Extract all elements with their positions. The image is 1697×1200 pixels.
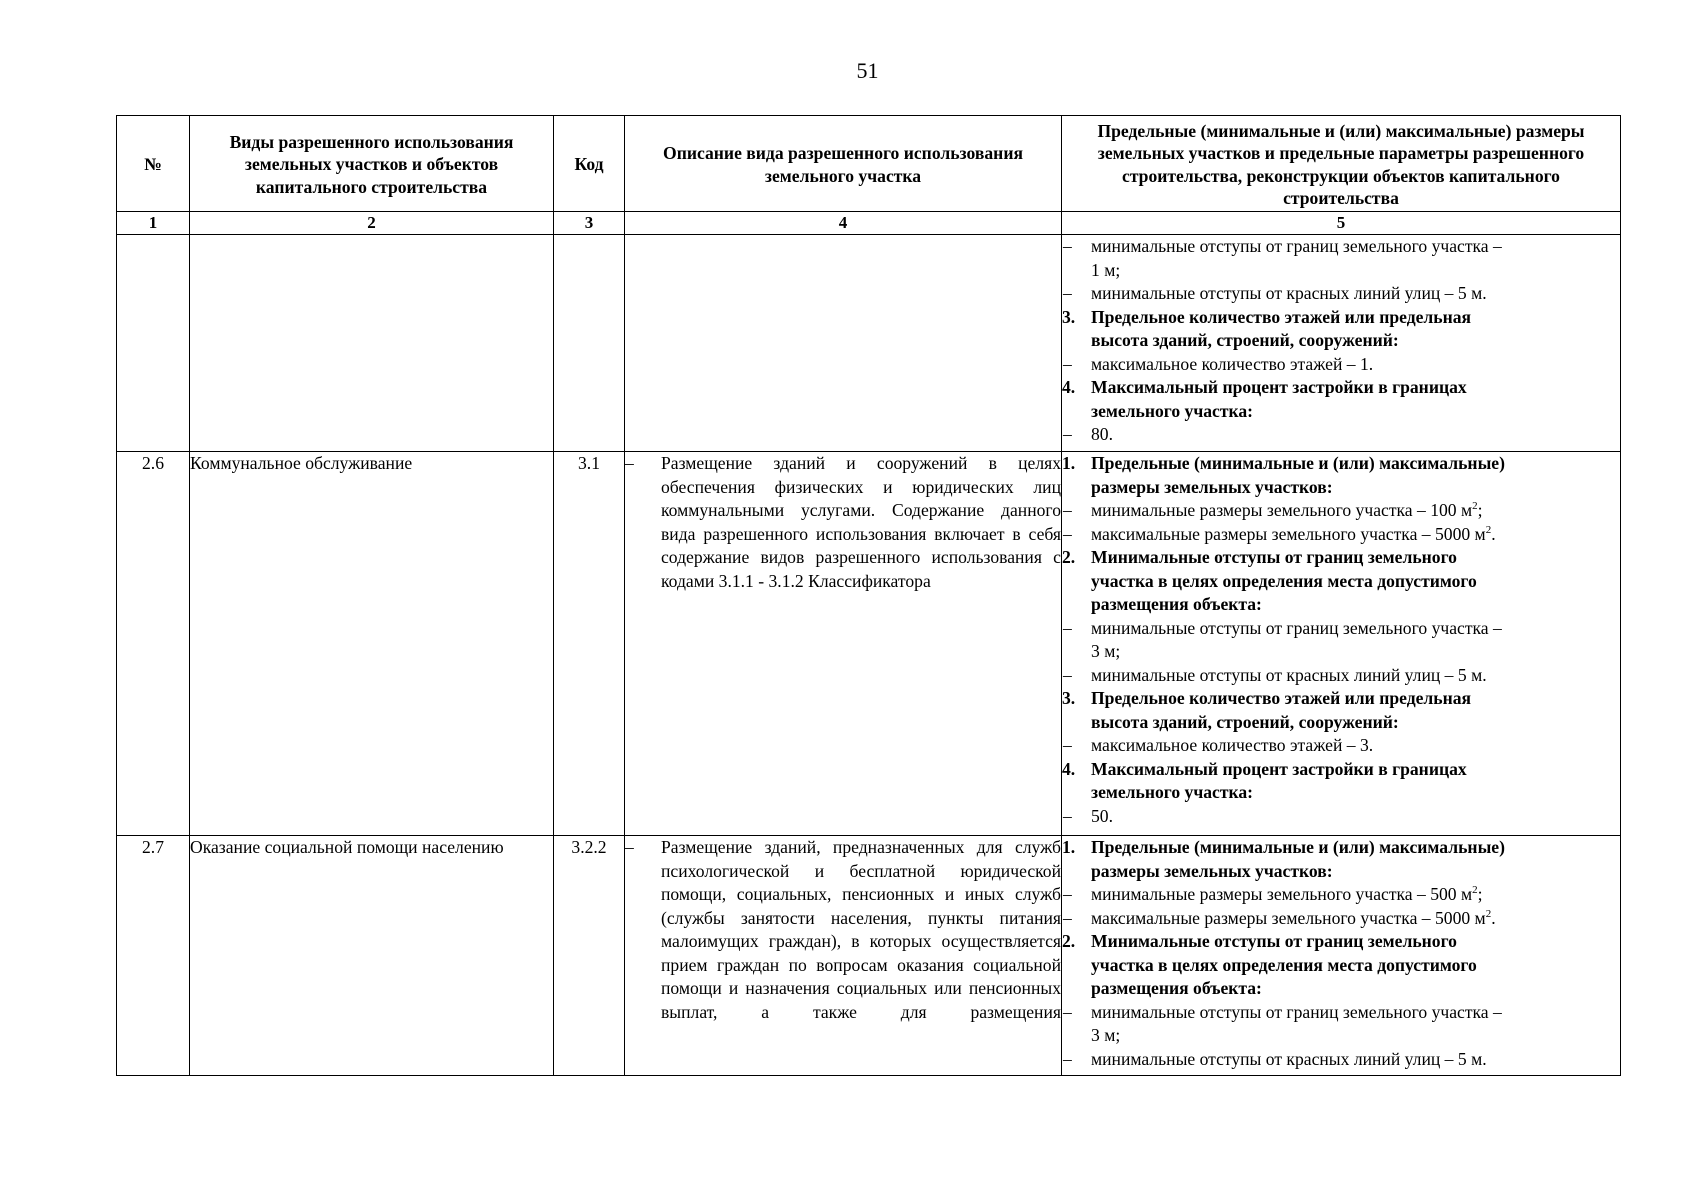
parameter-text [1091, 781, 1620, 805]
parameter-text-tail: ; [1477, 884, 1483, 904]
list-number: 2. [1062, 547, 1076, 567]
parameter-line [1062, 711, 1620, 735]
row-number [117, 235, 190, 452]
parameter-line [1062, 758, 1620, 782]
table-row [117, 452, 1621, 836]
list-number: 1. [1062, 453, 1076, 473]
list-number [1062, 476, 1091, 500]
parameter-text-main: 3 м; [1091, 1025, 1121, 1045]
parameter-text-main: размеры земельных участков: [1091, 476, 1333, 497]
list-number [1062, 860, 1091, 884]
parameter-line [1062, 353, 1620, 377]
table-row [117, 836, 1621, 1076]
list-number [1062, 954, 1091, 978]
parameter-line [1062, 734, 1620, 758]
parameter-line [1062, 235, 1620, 259]
parameter-line [1062, 836, 1620, 860]
parameter-text-main: Минимальные отступы от границ земельного [1091, 931, 1457, 951]
parameter-text-main: Максимальный процент застройки в границах [1091, 377, 1467, 397]
column-number: 1 [117, 212, 190, 235]
list-dash: – [1063, 500, 1072, 520]
list-dash: – [1063, 283, 1072, 303]
parameter-text-main: минимальные отступы от границ земельного участка – [1091, 236, 1502, 256]
parameter-text-main: высота зданий, строений, сооружений: [1091, 711, 1399, 732]
parameter-text-main: Минимальные отступы от границ земельного [1091, 547, 1457, 567]
parameter-line [1062, 499, 1620, 523]
parameter-line [1062, 452, 1620, 476]
parameter-text-main: минимальные размеры земельного участка – 100 м [1091, 500, 1473, 520]
parameter-text [1091, 907, 1620, 931]
parameter-text-main: размещения объекта: [1091, 594, 1262, 614]
parameter-text [1091, 805, 1620, 829]
parameter-text [1091, 711, 1620, 735]
parameter-line [1062, 282, 1620, 306]
parameter-text-main: минимальные отступы от границ земельного участка – [1091, 1001, 1502, 1022]
list-number: 2. [1062, 931, 1076, 951]
parameter-text [1091, 1048, 1620, 1072]
list-dash: – [1063, 236, 1072, 256]
row-number: 2.6 [117, 452, 190, 836]
parameter-text [1091, 954, 1620, 978]
column-number: 5 [1062, 212, 1621, 235]
row-code: 3.1 [554, 452, 625, 836]
parameter-text [1091, 376, 1620, 400]
description-text: Размещение зданий, предназначенных для служб психологической и бесплатной юридической помощи, социальных, пенсионных и иных служб (службы занятости населения, пункты питания малоимущих граждан), в которых осуществляется прием граждан по вопросам оказания социальной помощи и назначения социальных или пенсионных выплат, а также для размещения [661, 837, 1061, 1022]
parameter-text-main: Предельные (минимальные и (или) максимальные) [1091, 453, 1505, 473]
list-number [1062, 640, 1091, 664]
parameter-line [1062, 593, 1620, 617]
parameter-text-main: земельного участка: [1091, 782, 1254, 802]
parameter-text-main: минимальные размеры земельного участка – 500 м [1091, 884, 1473, 904]
row-number: 2.7 [117, 836, 190, 1076]
header-number: № [117, 116, 190, 212]
header-row [117, 116, 1621, 212]
parameter-text-main: максимальные размеры земельного участка – 5000 м [1091, 907, 1486, 928]
parameter-text-main: земельного участка: [1091, 400, 1254, 421]
parameter-line [1062, 1048, 1620, 1072]
column-number: 2 [190, 212, 554, 235]
parameter-text-main: максимальное количество этажей – 3. [1091, 735, 1374, 755]
parameter-line [1062, 259, 1620, 283]
parameter-text [1091, 617, 1620, 641]
parameter-text [1091, 476, 1620, 500]
list-number [1062, 977, 1091, 1001]
parameter-line [1062, 1024, 1620, 1048]
parameter-text [1091, 734, 1620, 758]
parameter-line [1062, 907, 1620, 931]
parameter-line [1062, 306, 1620, 330]
parameter-text-main: Предельные (минимальные и (или) максимальные) [1091, 837, 1505, 857]
list-number [1062, 593, 1091, 617]
column-number: 4 [625, 212, 1062, 235]
use-type-text: Оказание социальной помощи населению [190, 837, 504, 857]
list-dash: – [1063, 617, 1072, 638]
parameter-line [1062, 546, 1620, 570]
superscript: 2 [1472, 500, 1478, 513]
parameter-text-main: минимальные отступы от красных линий улиц – 5 м. [1091, 283, 1487, 303]
parameter-text [1091, 546, 1620, 570]
row-use-type: Коммунальное обслуживание [190, 452, 554, 836]
parameter-text-main: минимальные отступы от границ земельного участка – [1091, 617, 1502, 638]
parameter-text-main: высота зданий, строений, сооружений: [1091, 330, 1399, 350]
parameter-text [1091, 499, 1620, 523]
parameter-text [1091, 570, 1620, 594]
parameter-text [1091, 930, 1620, 954]
parameter-text [1091, 758, 1620, 782]
parameter-text [1091, 860, 1620, 884]
row-parameters [1062, 452, 1621, 836]
list-dash: – [1063, 907, 1072, 928]
parameter-text-main: участка в целях определения места допустимого [1091, 954, 1477, 975]
parameter-text [1091, 523, 1620, 547]
list-number [1062, 1024, 1091, 1048]
parameter-text-main: Максимальный процент застройки в границах [1091, 758, 1467, 779]
row-code [554, 235, 625, 452]
list-number [1062, 259, 1091, 283]
parameter-text [1091, 664, 1620, 688]
header-parameters: Предельные (минимальные и (или) максимальные) размеры земельных участков и предельные параметры разрешенного строительства, реконструкции объектов капитального строительства [1062, 116, 1621, 212]
parameter-text-main: размещения объекта: [1091, 978, 1262, 998]
list-number [1062, 329, 1091, 353]
table-row [117, 235, 1621, 452]
parameter-line [1062, 687, 1620, 711]
parameter-text-main: максимальное количество этажей – 1. [1091, 353, 1374, 374]
parameter-text-main: 1 м; [1091, 259, 1121, 280]
parameter-text [1091, 977, 1620, 1001]
parameter-line [1062, 860, 1620, 884]
list-dash: – [1063, 353, 1072, 374]
list-number: 4. [1062, 758, 1076, 779]
parameter-line [1062, 476, 1620, 500]
parameter-text [1091, 687, 1620, 711]
parameter-text-main: 3 м; [1091, 641, 1121, 661]
row-use-type [190, 836, 554, 1076]
list-dash: – [625, 837, 634, 857]
parameter-text-main: максимальные размеры земельного участка – 5000 м [1091, 523, 1486, 544]
parameter-text [1091, 640, 1620, 664]
parameter-text-main: 80. [1091, 424, 1113, 444]
list-dash: – [1063, 884, 1072, 904]
row-parameters [1062, 235, 1621, 452]
parameter-line [1062, 400, 1620, 424]
list-number [1062, 711, 1091, 735]
list-number [1062, 400, 1091, 424]
parameter-line [1062, 805, 1620, 829]
parameter-text [1091, 400, 1620, 424]
parameter-text [1091, 235, 1620, 259]
parameter-line [1062, 617, 1620, 641]
parameter-text-main: участка в целях определения места допустимого [1091, 570, 1477, 591]
parameter-line [1062, 1001, 1620, 1025]
header-description: Описание вида разрешенного использования земельного участка [625, 116, 1062, 212]
row-code: 3.2.2 [554, 836, 625, 1076]
list-number: 1. [1062, 837, 1076, 857]
parameter-text [1091, 452, 1620, 476]
row-description [625, 452, 1062, 836]
parameter-text-tail: ; [1477, 500, 1483, 520]
parameter-text [1091, 1001, 1620, 1025]
list-dash: – [1063, 1001, 1072, 1022]
row-description [625, 836, 1062, 1076]
list-number: 3. [1062, 306, 1076, 327]
parameter-line [1062, 523, 1620, 547]
parameter-line [1062, 977, 1620, 1001]
parameter-text [1091, 836, 1620, 860]
parameter-line [1062, 640, 1620, 664]
row-parameters [1062, 836, 1621, 1076]
parameter-text-main: 50. [1091, 805, 1113, 826]
parameter-line [1062, 883, 1620, 907]
list-dash: – [1063, 664, 1072, 685]
parameter-line [1062, 570, 1620, 594]
parameter-line [1062, 781, 1620, 805]
superscript: 2 [1485, 523, 1492, 536]
list-dash: – [1063, 735, 1072, 755]
column-number-row [117, 212, 1621, 235]
parameter-line [1062, 664, 1620, 688]
parameter-text [1091, 883, 1620, 907]
header-code: Код [554, 116, 625, 212]
superscript: 2 [1485, 907, 1492, 920]
parameter-line [1062, 930, 1620, 954]
list-dash: – [1063, 805, 1072, 826]
row-use-type [190, 235, 554, 452]
parameter-text [1091, 306, 1620, 330]
parameter-text-main: размеры земельных участков: [1091, 860, 1333, 881]
list-number [1062, 781, 1091, 805]
list-dash: – [1063, 424, 1072, 444]
list-number: 3. [1062, 688, 1076, 708]
parameter-line [1062, 954, 1620, 978]
list-dash: – [1063, 1048, 1072, 1069]
land-use-table [116, 115, 1621, 1076]
parameter-text-main: Предельное количество этажей или предельная [1091, 688, 1472, 708]
parameter-text-main: минимальные отступы от красных линий улиц – 5 м. [1091, 1048, 1487, 1069]
list-dash: – [1063, 523, 1072, 544]
page-number: 51 [856, 58, 879, 83]
superscript: 2 [1472, 884, 1478, 897]
parameter-text [1091, 423, 1620, 447]
parameter-text [1091, 353, 1620, 377]
parameter-text-main: Предельное количество этажей или предельная [1091, 306, 1472, 327]
parameter-text [1091, 329, 1620, 353]
parameter-line [1062, 423, 1620, 447]
row-description [625, 235, 1062, 452]
list-dash: – [625, 453, 634, 473]
parameter-text-tail: . [1491, 523, 1496, 544]
list-number: 4. [1062, 377, 1076, 397]
parameter-line [1062, 376, 1620, 400]
list-number [1062, 570, 1091, 594]
parameter-text [1091, 282, 1620, 306]
parameter-line [1062, 329, 1620, 353]
parameter-text [1091, 593, 1620, 617]
parameter-text [1091, 1024, 1620, 1048]
description-text: Размещение зданий и сооружений в целях обеспечения физических и юридических лиц коммунальными услугами. Содержание данного вида разрешенного использования включает в себя содержание видов разрешенного использования с кодами 3.1.1 - 3.1.2 Классификатора [661, 453, 1061, 591]
parameter-text-tail: . [1491, 907, 1496, 928]
header-use-type: Виды разрешенного использования земельных участков и объектов капитального строительства [190, 116, 554, 212]
column-number: 3 [554, 212, 625, 235]
parameter-text [1091, 259, 1620, 283]
parameter-text-main: минимальные отступы от красных линий улиц – 5 м. [1091, 664, 1487, 685]
